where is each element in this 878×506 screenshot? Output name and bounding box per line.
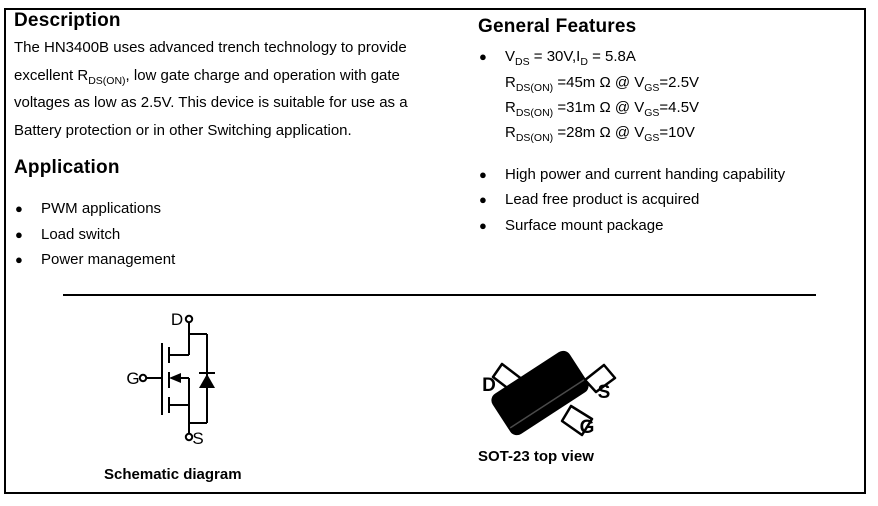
package-source-label: S <box>597 382 611 403</box>
channel-arrow-icon <box>169 373 181 383</box>
source-terminal <box>186 434 192 440</box>
application-heading: Application <box>14 157 120 178</box>
feature-text: $V_{DS} = 30V,I_D = 5.8A$ <box>505 48 636 69</box>
schematic-caption: Schematic diagram <box>104 466 242 483</box>
package-drain-label: D <box>482 375 496 396</box>
feature-item <box>478 187 785 212</box>
feature-text: Surface mount package <box>505 216 664 234</box>
bullet-icon: ● <box>15 201 23 217</box>
description-paragraph <box>14 34 466 144</box>
feature-item <box>478 212 785 237</box>
schematic-drain-label: D <box>170 310 184 329</box>
schematic-gate-label: G <box>126 369 140 388</box>
general-features-heading: General Features <box>478 16 637 37</box>
application-text: Load switch <box>41 225 121 243</box>
schematic-source-label: S <box>192 429 204 448</box>
feature-item <box>478 162 785 187</box>
feature-text: $R_{DS(ON)} =31m$ Ω @ $V_{GS}=4.5V$ <box>505 98 700 119</box>
bullet-icon: ● <box>15 226 23 242</box>
gate-terminal <box>140 375 146 381</box>
application-list <box>14 196 175 272</box>
drain-terminal <box>186 316 192 322</box>
package-caption: SOT-23 top view <box>478 448 594 465</box>
feature-item <box>478 44 785 69</box>
bullet-icon: ● <box>479 217 487 233</box>
feature-text: $R_{DS(ON)} =45m$ Ω @ $V_{GS}=2.5V$ <box>505 73 700 94</box>
application-item <box>14 221 175 246</box>
application-item <box>14 196 175 221</box>
application-text: PWM applications <box>41 200 162 218</box>
section-divider-line <box>63 294 816 296</box>
package-gate-label: G <box>579 417 595 438</box>
application-item <box>14 247 175 272</box>
feature-item <box>478 69 785 94</box>
feature-text: $R_{DS(ON)} =28m$ Ω @ $V_{GS}=10V$ <box>505 124 695 145</box>
description-heading: Description <box>14 10 121 31</box>
mosfet-schematic <box>120 303 235 453</box>
bullet-icon: ● <box>15 251 23 267</box>
feature-text: High power and current handing capability <box>505 165 786 183</box>
description-line: Battery protection or in other Switching application. <box>14 121 352 139</box>
bullet-icon: ● <box>479 166 487 182</box>
application-text: Power management <box>41 250 176 268</box>
description-line: excellent $R_{DS(ON)}$, low gate charge and operation with gate <box>14 66 400 87</box>
feature-text: Lead free product is acquired <box>505 191 700 209</box>
body-diode-icon <box>199 374 215 388</box>
bullet-icon: ● <box>479 49 487 65</box>
general-features-list <box>478 44 785 238</box>
sot23-package-image <box>475 338 635 453</box>
bullet-icon: ● <box>479 192 487 208</box>
description-line: voltages as low as 2.5V. This device is suitable for use as a <box>14 94 408 111</box>
description-line: The HN3400B uses advanced trench technology to provide <box>14 39 407 56</box>
feature-item <box>478 120 785 145</box>
feature-item <box>478 95 785 120</box>
